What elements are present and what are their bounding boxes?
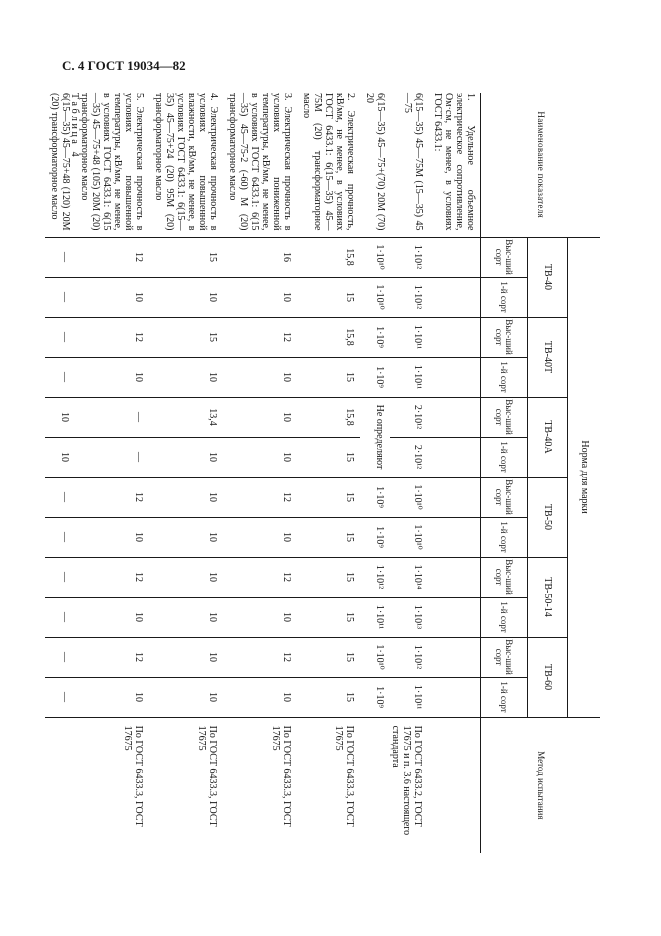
value-cell: 12 xyxy=(224,477,298,517)
value-cell: — xyxy=(46,357,76,397)
value-cell: 15 xyxy=(298,437,361,477)
table-row xyxy=(391,93,429,853)
value-cell: 10 xyxy=(76,277,150,317)
value-cell: 12 xyxy=(224,637,298,677)
value-cell xyxy=(429,357,482,397)
value-cell: 15 xyxy=(298,557,361,597)
method-cell: По ГОСТ 6433.3, ГОСТ 17675 xyxy=(76,717,150,853)
sort-header-first: 1-й сорт xyxy=(481,357,528,397)
sort-header-high: Выс-ший сорт xyxy=(481,557,528,597)
value-cell: 12 xyxy=(76,477,150,517)
value-cell: 10 xyxy=(150,517,224,557)
value-cell: 10 xyxy=(150,437,224,477)
value-cell: 12 xyxy=(76,317,150,357)
value-cell: 10 xyxy=(76,677,150,717)
table-row xyxy=(76,93,150,853)
value-cell: 1·10¹² xyxy=(391,637,429,677)
sort-header-first: 1-й сорт xyxy=(481,517,528,557)
value-cell: 1·10¹¹ xyxy=(391,677,429,717)
value-cell xyxy=(429,237,482,277)
value-cell: — xyxy=(46,557,76,597)
value-cell: 10 xyxy=(224,277,298,317)
table-row xyxy=(150,93,224,853)
value-cell: 15,8 xyxy=(298,397,361,437)
sort-header-high: Выс-ший сорт xyxy=(481,637,528,677)
table-row xyxy=(224,93,298,853)
indicator-name: 6(15—35) 45—75+48 (120) 20М (20) трансформаторное масло xyxy=(49,93,72,231)
value-cell: 15,8 xyxy=(298,237,361,277)
value-cell: 15 xyxy=(298,357,361,397)
value-cell: 15 xyxy=(150,317,224,357)
value-cell: 1·10¹² xyxy=(391,277,429,317)
value-cell: 16 xyxy=(224,237,298,277)
value-cell: 10 xyxy=(76,517,150,557)
value-cell: 1·10¹² xyxy=(361,557,391,597)
value-cell: 1·10⁹ xyxy=(361,677,391,717)
value-cell: 15 xyxy=(298,597,361,637)
value-cell: 15 xyxy=(298,477,361,517)
value-cell: 1·10¹⁰ xyxy=(391,517,429,557)
sort-header-first: 1-й сорт xyxy=(481,677,528,717)
name-column-header: Наименование показателя xyxy=(481,93,600,237)
value-cell: 10 xyxy=(150,677,224,717)
indicator-name: 4. Электрическая прочность в условиях повышенной влажности, кВ/мм, не менее, в условиях ГОСТ 6433.1: 6(15—35) 45—75+24 (20) 95М (20) трансформаторное масло xyxy=(153,93,220,231)
value-cell: — xyxy=(46,517,76,557)
value-cell: 2·10¹² xyxy=(391,437,429,477)
table-row xyxy=(429,93,482,853)
brand-header: ТВ-50-14 xyxy=(528,557,568,637)
spec-table xyxy=(46,93,601,853)
value-cell: — xyxy=(46,277,76,317)
value-cell: 1·10¹⁴ xyxy=(391,557,429,597)
value-cell: 1·10¹⁰ xyxy=(361,637,391,677)
value-cell: 1·10¹¹ xyxy=(391,317,429,357)
value-cell: — xyxy=(46,677,76,717)
value-cell: 12 xyxy=(224,557,298,597)
value-cell: 10 xyxy=(150,277,224,317)
value-cell: — xyxy=(46,597,76,637)
value-cell: 15 xyxy=(298,637,361,677)
value-cell xyxy=(429,477,482,517)
value-cell: 1·10⁹ xyxy=(361,317,391,357)
value-cell xyxy=(429,677,482,717)
method-cell: По ГОСТ 6433.3, ГОСТ 17675 xyxy=(150,717,224,853)
value-cell: 1·10⁹ xyxy=(361,517,391,557)
indicator-name: 6(15—35) 45—75М (15—35) 45—75 xyxy=(402,93,425,231)
value-cell: 12 xyxy=(76,557,150,597)
value-cell: 10 xyxy=(150,477,224,517)
value-cell: 15,8 xyxy=(298,317,361,357)
value-cell: 12 xyxy=(76,637,150,677)
sort-header-high: Выс-ший сорт xyxy=(481,317,528,357)
value-cell: 10 xyxy=(150,597,224,637)
value-cell xyxy=(429,517,482,557)
value-cell: 10 xyxy=(46,437,76,477)
indicator-name: 3. Электрическая прочность в условиях пониженной температуры, кВ/мм, не менее, в условиях ГОСТ 6433.1: 6(15—35) 45—75-2 (-60) М (20) трансформаторное масло xyxy=(227,93,294,231)
method-cell: По ГОСТ 6433.2, ГОСТ 17675 и п. 3.6 настоящего стандарта xyxy=(391,717,429,853)
value-cell: 15 xyxy=(298,517,361,557)
indicator-name: 1. Удельное объемное электрическое сопротивление, Ом·см, не менее, в условиях ГОСТ 6433.1: xyxy=(432,93,477,231)
table-row xyxy=(361,93,391,853)
value-cell: 12 xyxy=(224,317,298,357)
value-cell: 1·10¹¹ xyxy=(391,357,429,397)
value-cell: 1·10¹² xyxy=(391,237,429,277)
value-cell xyxy=(429,637,482,677)
indicator-name: 5. Электрическая прочность в условиях повышенной температуры, кВ/мм, не менее, в условиях ГОСТ 6433.1: 6(15—35) 45—75+48 (105) 20М (20) трансформаторное масло xyxy=(79,93,146,231)
sort-header-high: Выс-ший сорт xyxy=(481,237,528,277)
sort-header-first: 1-й сорт xyxy=(481,437,528,477)
sort-header-high: Выс-ший сорт xyxy=(481,397,528,437)
table-caption: Таблица 4 xyxy=(69,93,80,160)
page-header: С. 4 ГОСТ 19034—82 xyxy=(62,58,186,73)
value-cell: — xyxy=(46,317,76,357)
value-cell: 1·10¹⁰ xyxy=(361,237,391,277)
sort-header-first: 1-й сорт xyxy=(481,277,528,317)
value-cell: — xyxy=(46,237,76,277)
method-cell xyxy=(429,717,482,853)
value-cell: 15 xyxy=(298,677,361,717)
method-column-header: Метод испытания xyxy=(481,717,600,853)
value-cell: 10 xyxy=(224,597,298,637)
method-cell: По ГОСТ 6433.3, ГОСТ 17675 xyxy=(298,717,361,853)
value-cell: 1·10⁹ xyxy=(361,477,391,517)
value-cell: 10 xyxy=(46,397,76,437)
value-cell: 1·10⁹ xyxy=(361,357,391,397)
value-cell: 10 xyxy=(224,517,298,557)
value-cell: 1·10¹⁰ xyxy=(361,277,391,317)
value-cell xyxy=(429,277,482,317)
brand-header: ТВ-40А xyxy=(528,397,568,477)
value-cell: 10 xyxy=(76,357,150,397)
value-cell: 13,4 xyxy=(150,397,224,437)
value-cell: Не определяют xyxy=(361,397,391,477)
value-cell: 12 xyxy=(76,237,150,277)
value-cell: — xyxy=(76,437,150,477)
value-cell: 1·10¹¹ xyxy=(361,597,391,637)
brand-header: ТВ-60 xyxy=(528,637,568,717)
value-cell: — xyxy=(46,637,76,677)
table-body xyxy=(46,93,482,853)
table-row xyxy=(298,93,361,853)
sort-header-first: 1-й сорт xyxy=(481,597,528,637)
value-cell: 10 xyxy=(224,357,298,397)
indicator-name: 6(15—35) 45—75+(70) 20М (70) 20 xyxy=(364,93,387,231)
value-cell: — xyxy=(76,397,150,437)
value-cell: 10 xyxy=(150,557,224,597)
sort-header-high: Выс-ший сорт xyxy=(481,477,528,517)
value-cell: 1·10¹³ xyxy=(391,597,429,637)
value-cell: 1·10¹⁰ xyxy=(391,477,429,517)
value-cell: 10 xyxy=(76,597,150,637)
norm-header: Норма для марки xyxy=(568,237,600,717)
value-cell: 2·10¹² xyxy=(391,397,429,437)
value-cell: 10 xyxy=(224,397,298,437)
indicator-name: 2. Электрическая прочность, кВ/мм, не менее, в условиях ГОСТ 6433.1: 6(15—35) 45—75М (20) трансформаторное масло xyxy=(301,93,357,231)
brand-header: ТВ-40 xyxy=(528,237,568,317)
brand-header: ТВ-40Т xyxy=(528,317,568,397)
method-cell xyxy=(46,717,76,853)
method-cell: По ГОСТ 6433.3, ГОСТ 17675 xyxy=(224,717,298,853)
value-cell: 10 xyxy=(224,437,298,477)
value-cell xyxy=(429,597,482,637)
value-cell: — xyxy=(46,477,76,517)
value-cell: 10 xyxy=(150,637,224,677)
value-cell: 10 xyxy=(224,677,298,717)
value-cell: 15 xyxy=(150,237,224,277)
method-cell xyxy=(361,717,391,853)
value-cell xyxy=(429,397,482,437)
value-cell xyxy=(429,437,482,477)
value-cell: 10 xyxy=(150,357,224,397)
value-cell xyxy=(429,557,482,597)
table-row xyxy=(46,93,76,853)
value-cell xyxy=(429,317,482,357)
brand-header: ТВ-50 xyxy=(528,477,568,557)
value-cell: 15 xyxy=(298,277,361,317)
